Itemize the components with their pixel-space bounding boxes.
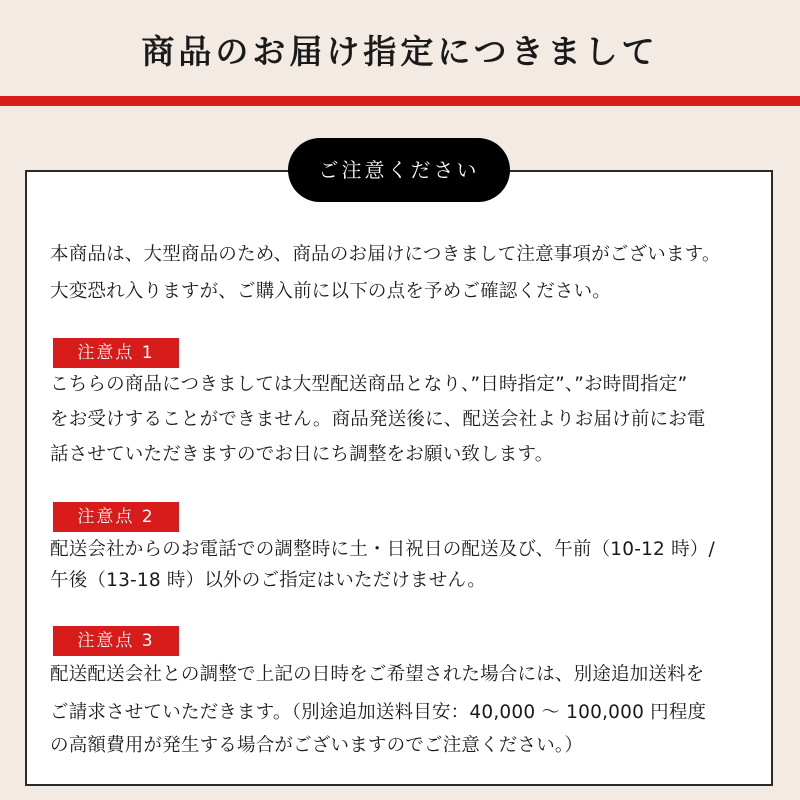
notice-pill: ご注意ください bbox=[288, 138, 510, 202]
section-tag-3: 注意点 3 bbox=[53, 626, 179, 656]
section-1-line: をお受けすることができません。商品発送後に、配送会社よりお届け前にお電 bbox=[50, 409, 706, 430]
section-3-line: ご請求させていただきます。（別途追加送料目安：40,000 ～ 100,000 円程度 bbox=[50, 702, 707, 723]
section-3-line: の高額費用が発生する場合がございますのでご注意ください。） bbox=[50, 735, 584, 756]
section-tag-2: 注意点 2 bbox=[53, 502, 179, 532]
intro-line: 大変恐れ入りますが、ご購入前に以下の点を予めご確認ください。 bbox=[50, 281, 612, 302]
title-divider bbox=[0, 96, 800, 106]
section-3-line: 配送配送会社との調整で上記の日時をご希望された場合には、別途追加送料を bbox=[50, 664, 705, 685]
section-2-line: 午後（13-18 時）以外のご指定はいただけません。 bbox=[50, 570, 486, 591]
page-title: 商品のお届け指定につきまして bbox=[141, 32, 659, 71]
intro-line: 本商品は、大型商品のため、商品のお届けにつきまして注意事項がございます。 bbox=[50, 244, 721, 265]
section-2-line: 配送会社からのお電話での調整時に土・日祝日の配送及び、午前（10-12 時）/ bbox=[50, 539, 715, 560]
section-1-line: 話させていただきますのでお日にち調整をお願い致します。 bbox=[50, 444, 554, 465]
section-1-line: こちらの商品につきましては大型配送商品となり、”日時指定”、”お時間指定” bbox=[50, 374, 688, 395]
section-tag-1: 注意点 1 bbox=[53, 338, 179, 368]
